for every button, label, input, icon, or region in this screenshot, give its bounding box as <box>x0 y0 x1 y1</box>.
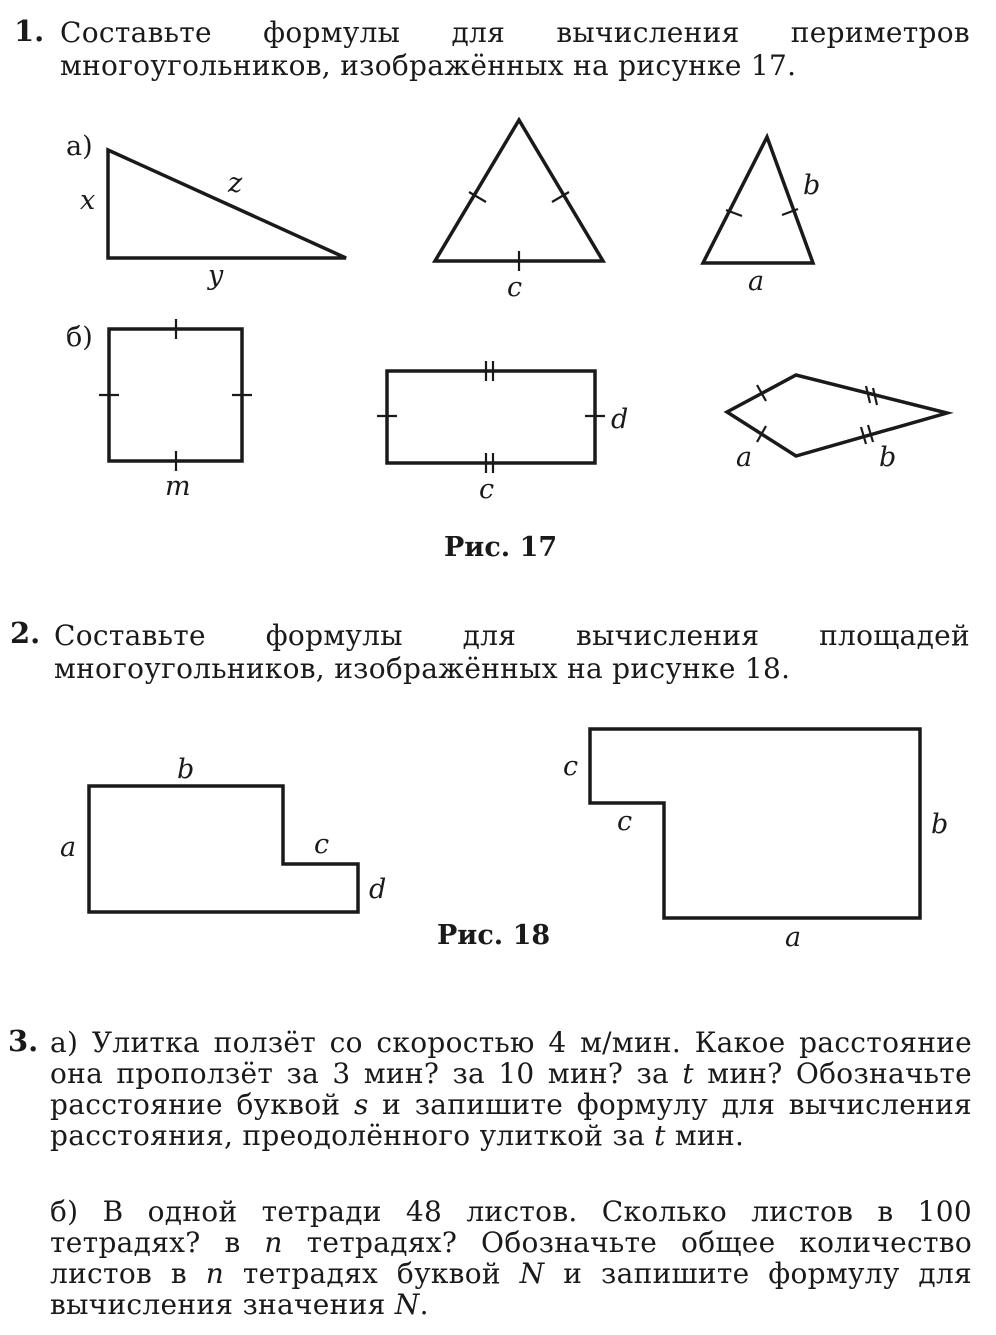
notched-rectangle <box>590 729 920 918</box>
figure-18-caption: Рис. 18 <box>437 920 551 951</box>
label-c: c <box>507 272 523 303</box>
label-a: a <box>785 922 802 953</box>
label-m: m <box>165 471 191 502</box>
task-3-number: 3. <box>8 1024 39 1058</box>
part-b-label: б) <box>66 322 93 353</box>
label-b: b <box>879 442 897 473</box>
task-3-part-a: а) Улитка ползёт со скоростью 4 м/мин. Какое расстояние она проползёт за 3 мин? за 10 мин? за t мин? Обозначьте расстояние буквой s и запишите формулу для вычисления расстояния, преодолённого улиткой за t мин. <box>50 1026 973 1152</box>
label-b: b <box>931 809 949 840</box>
label-b: b <box>803 170 821 201</box>
label-c: c <box>563 751 579 782</box>
task-2-number: 2. <box>10 616 41 650</box>
task-1-text: Составьте формулы для вычисления периметров многоугольников, изображённых на рисунке 17. <box>60 16 970 82</box>
task-3-part-b: б) В одной тетради 48 листов. Сколько листов в 100 тетрадях? в n тетрадях? Обозначьте общее количество листов в n тетрадях буквой N и запишите формулу для вычисления значения N. <box>50 1195 973 1321</box>
label-d: d <box>369 874 387 905</box>
label-c: c <box>314 829 330 860</box>
label-c: c <box>479 474 495 505</box>
label-b: b <box>177 754 195 785</box>
label-a: a <box>736 442 753 473</box>
figure-17-caption: Рис. 17 <box>444 532 558 563</box>
label-a: a <box>60 832 77 863</box>
label-y: y <box>208 260 224 291</box>
label-c: c <box>617 806 633 837</box>
label-d: d <box>611 404 629 435</box>
task-1-number: 1. <box>14 14 45 48</box>
label-z: z <box>228 168 243 199</box>
label-a: a <box>748 266 765 297</box>
part-a-label: а) <box>66 131 93 162</box>
task-2-text: Составьте формулы для вычисления площадей многоугольников, изображённых на рисунке 18. <box>54 619 970 685</box>
label-x: x <box>80 185 96 216</box>
